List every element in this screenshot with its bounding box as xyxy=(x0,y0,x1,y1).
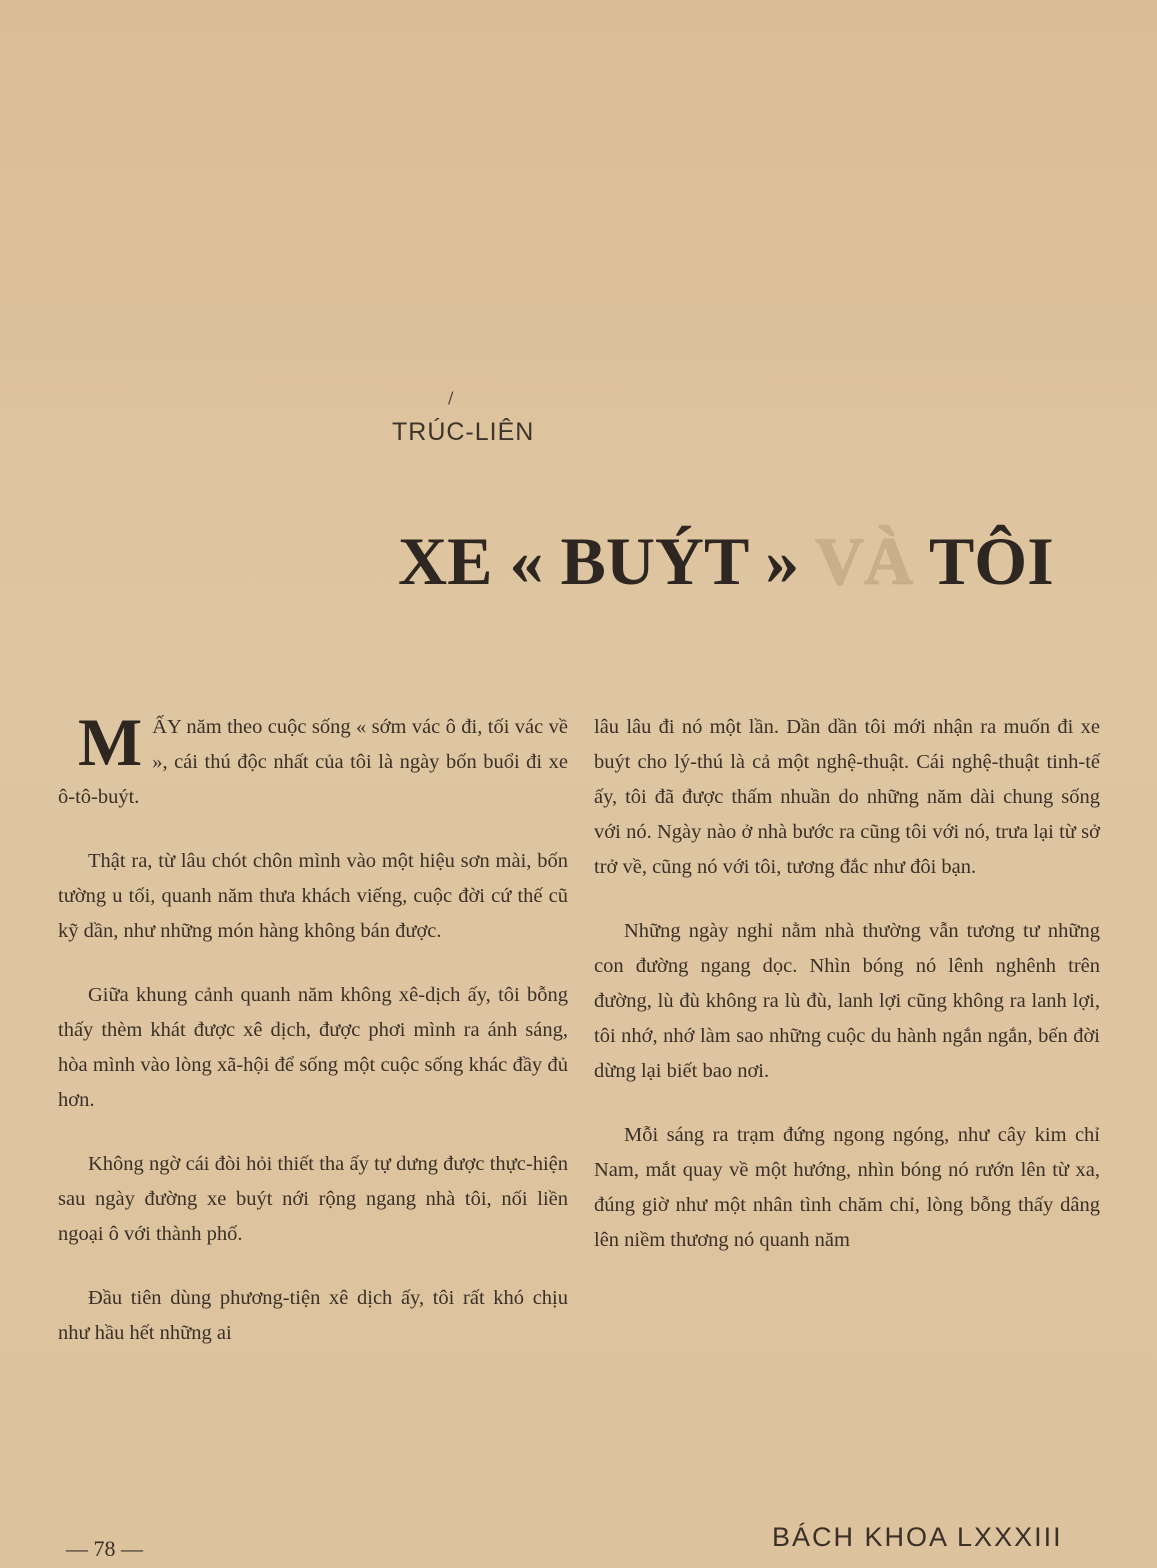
paragraph: Giữa khung cảnh quanh năm không xê-dịch ấy, tôi bỗng thấy thèm khát được xê dịch, được phơi mình ra ánh sáng, hòa mình vào lòng xã-hội để sống một cuộc sống khác đầy đủ hơn. xyxy=(58,984,568,1111)
drop-cap: M xyxy=(78,704,143,780)
article-title xyxy=(398,522,1054,601)
paragraph: Không ngờ cái đòi hỏi thiết tha ấy tự dưng được thực-hiện sau ngày đường xe buýt nới rộng ngang nhà tôi, nối liền ngoại ô với thành phố. xyxy=(58,1153,568,1245)
author-name: TRÚC-LIÊN xyxy=(392,418,535,446)
accent-mark: / xyxy=(448,388,454,407)
paragraph: Mỗi sáng ra trạm đứng ngong ngóng, như cây kim chỉ Nam, mắt quay về một hướng, nhìn bóng nó rướn lên từ xa, đúng giờ như một nhân tình chăm chỉ, lòng bỗng thấy dâng lên niềm thương nó quanh năm xyxy=(594,1124,1100,1251)
title-faint: VÀ xyxy=(799,523,914,599)
title-main: XE « BUÝT » xyxy=(398,523,800,599)
paragraph: Đầu tiên dùng phương-tiện xê dịch ấy, tôi rất khó chịu như hầu hết những ai xyxy=(58,1287,568,1344)
publication-name: BÁCH KHOA LXXXIII xyxy=(772,1522,1063,1552)
title-end: TÔI xyxy=(913,523,1054,599)
paragraph: Những ngày nghỉ nằm nhà thường vẫn tương tư những con đường ngang dọc. Nhìn bóng nó lênh nghênh trên đường, lù đù không ra lù đù, lanh lợi cũng không ra lanh lợi, tôi nhớ, nhớ làm sao những cuộc du hành ngắn ngắn, bến đời dừng lại biết bao nơi. xyxy=(594,920,1100,1082)
page-number: — 78 — xyxy=(66,1536,143,1561)
left-column xyxy=(58,704,568,1380)
paragraph: MẤY năm theo cuộc sống « sớm vác ô đi, tối vác về », cái thú độc nhất của tôi là ngày bốn buổi đi xe ô-tô-buýt. xyxy=(58,704,568,808)
right-column xyxy=(594,710,1100,1287)
paragraph: lâu lâu đi nó một lần. Dần dần tôi mới nhận ra muốn đi xe buýt cho lý-thú là cả một nghệ-thuật. Cái nghệ-thuật tinh-tế ấy, tôi đã được thấm nhuần do những năm dài chung sống với nó. Ngày nào ở nhà bước ra cũng tôi với nó, trưa lại từ sở trở về, cũng nó với tôi, tương đắc như đôi bạn. xyxy=(594,716,1100,878)
paragraph: Thật ra, từ lâu chót chôn mình vào một hiệu sơn mài, bốn tường u tối, quanh năm thưa khách viếng, cuộc đời cứ thế cũ kỹ dần, như những món hàng không bán được. xyxy=(58,850,568,942)
